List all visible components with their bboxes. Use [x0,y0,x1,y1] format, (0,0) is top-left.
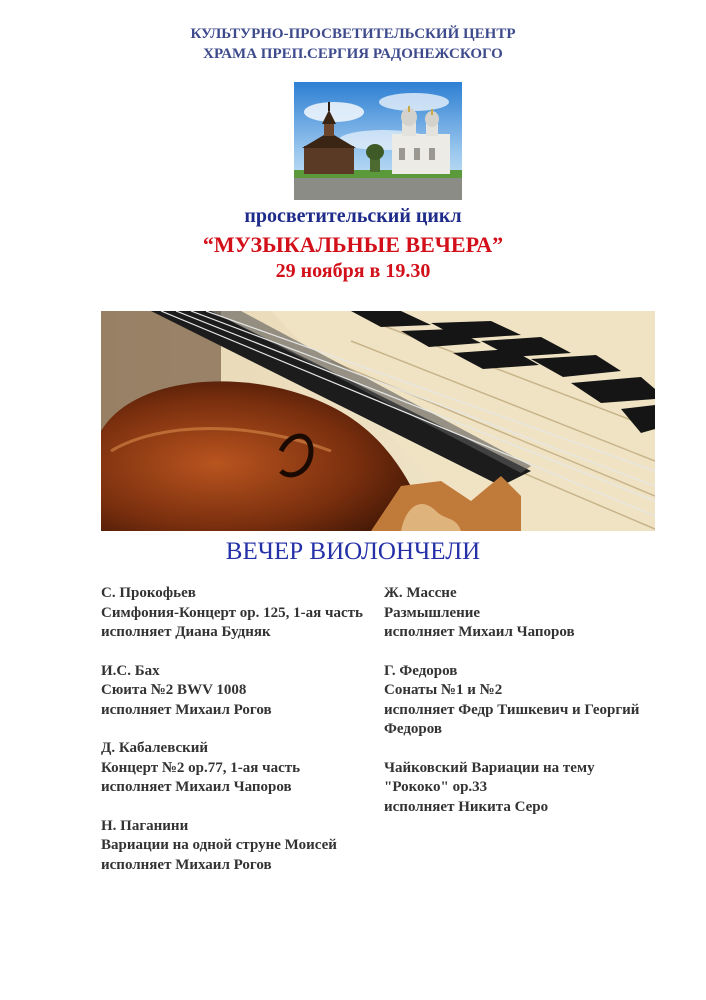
event-title: “МУЗЫКАЛЬНЫЕ ВЕЧЕРА” [202,232,504,257]
work: Размышление [384,604,481,621]
work: Симфония-Концерт ор. 125, 1-ая часть [101,604,363,621]
composer: Г. Федоров [384,662,458,679]
program-item [384,584,654,643]
composer: Д. Кабалевский [101,740,209,756]
performer: исполняет Михаил Рогов [101,701,272,718]
organization-header [0,24,706,64]
work: Концерт №2 ор.77, 1-ая часть [101,759,301,776]
program-item [384,662,654,740]
event-date: 29 ноября в 19.30 [275,260,431,282]
work: Сюита №2 BWV 1008 [101,682,247,698]
performer: исполняет Никита Серо [384,798,549,815]
program-left-column [101,584,376,894]
header-line-2: ХРАМА ПРЕП.СЕРГИЯ РАДОНЕЖСКОГО [203,46,503,62]
program-item [101,739,376,798]
work: Сонаты №1 и №2 [384,682,503,698]
composer: Чайковский Вариации на тему [384,759,595,776]
program-item [384,759,654,818]
composer: Н. Паганини [101,817,189,834]
composer: И.С. Бах [101,662,160,679]
performer: исполняет Федр Тишкевич и Георгий Федоров [384,701,640,737]
performer: исполняет Михаил Рогов [101,856,272,873]
work: "Рококо" ор.33 [384,779,488,795]
event-cycle: просветительский цикл [244,205,462,227]
church-photo [294,82,462,200]
header-line-1: КУЛЬТУРНО-ПРОСВЕТИТЕЛЬСКИЙ ЦЕНТР [190,26,516,42]
program-item [101,817,376,876]
performer: исполняет Михаил Чапоров [101,779,292,795]
violin-piano-image [101,311,655,531]
composer: С. Прокофьев [101,585,196,601]
composer: Ж. Массне [384,585,457,601]
performer: исполняет Диана Будняк [101,624,271,640]
evening-title: ВЕЧЕР ВИОЛОНЧЕЛИ [225,538,481,565]
program-right-column [384,584,654,836]
program-item [101,584,376,643]
program-item [101,662,376,721]
work: Вариации на одной струне Моисей [101,837,337,853]
performer: исполняет Михаил Чапоров [384,624,575,640]
